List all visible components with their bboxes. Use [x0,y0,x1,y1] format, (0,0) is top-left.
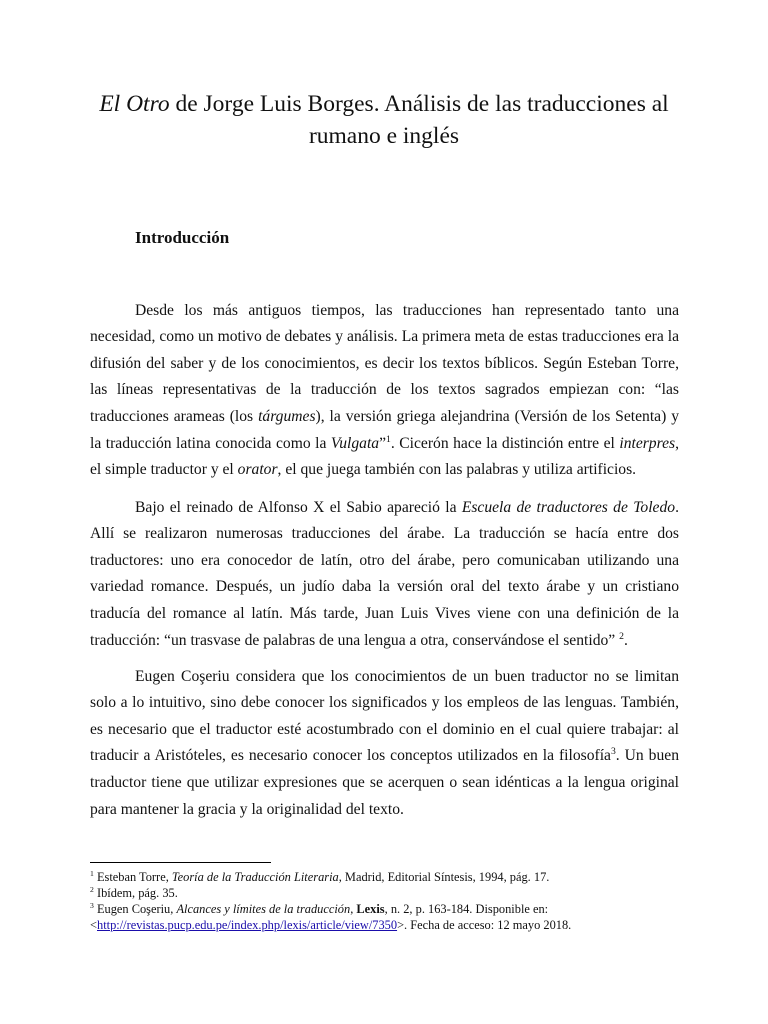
footnote-number: 1 [90,868,94,878]
italic-run: Escuela de traductores de Toledo [461,498,676,516]
italic-run: Alcances y límites de la traducción [176,902,351,916]
footnote-3 [90,901,679,933]
footnote-number: 3 [90,900,94,910]
text-run: Bajo el reinado de Alfonso X el Sabio apareció la [135,498,462,516]
text-run: ), la versión griega alejandrina (Versión de los Setenta) y la traducción latina conocida como la [90,407,680,452]
paragraph-1 [90,298,679,484]
text-run: . Cicerón hace la distinción entre el [390,434,620,452]
source-link[interactable]: http://revistas.pucp.edu.pe/index.php/lexis/article/view/7350 [97,918,398,932]
footnote-number: 2 [90,884,94,894]
italic-run: Teoría de la Traducción Literaria [171,870,339,884]
footnote-ref-3[interactable]: 3 [610,746,616,758]
italic-run: tárgumes [258,407,316,425]
text-run: , el que juega también con las palabras y utiliza artificios. [277,461,637,479]
text-run: ” [379,434,387,452]
text-run: >. Fecha de acceso: 12 mayo 2018. [397,918,572,932]
footnote-ref-1[interactable]: 1 [386,433,391,445]
text-run: Ibídem, pág. 35. [93,886,178,900]
paragraph-3 [90,664,679,824]
text-run: Desde los más antiguos tiempos, las traducciones han representado tanto una necesidad, como un motivo de debates y análisis. La primera meta de estas traducciones era la difusión del saber y de los conocimientos, es decir los textos bíblicos. Según Esteban Torre, las líneas representativas de la traducción de los textos sagrados empiezan con: “las traducciones arameas (los [90,301,679,425]
footnotes [90,869,679,933]
text-run: Esteban Torre, [93,870,172,884]
section-heading: Introducción [135,228,230,247]
bold-run: Lexis [356,902,385,916]
title-text: de Jorge Luis Borges. Análisis de las traducciones al rumano e inglés [169,91,669,149]
footnote-ref-2[interactable]: 2 [619,630,624,642]
footnote-2 [90,885,679,901]
footnote-separator [90,862,271,863]
paragraph-2 [90,495,679,655]
footnote-1 [90,869,679,885]
text-run: . [623,631,628,649]
text-run: , n. 2, p. 163-184. Disponible en: < [90,902,549,932]
document-title [80,88,688,152]
italic-run: interpres [619,434,676,452]
italic-run: orator [237,461,278,479]
text-run: Eugen Coşeriu considera que los conocimientos de un buen traductor no se limitan solo a lo intuitivo, sino debe conocer los significados y los empleos de las lenguas. También, es necesario que el traductor esté acostumbrado con el dominio en el cual quiere trabajar: al traducir a Aristóteles, es necesario conocer los conceptos utilizados en la filosofía [90,667,679,765]
text-run: . Allí se realizaron numerosas traducciones del árabe. La traducción se hacía entre dos traductores: uno era conocedor de latín, otro del árabe, pero comunicaban utilizando una variedad romance. Después, un judío daba la versión oral del texto árabe y un cristiano traducía del romance al latín. Más tarde, Juan Luis Vives viene con una definición de la traducción: “un trasvase de palabras de una lengua a otra, conservándose el sentido” [90,498,679,649]
text-run: , el simple traductor y el [90,434,679,479]
text-run: . Un buen traductor tiene que utilizar expresiones que se acerquen o sean idénticas a la lengua original para mantener la gracia y la originalidad del texto. [90,747,679,818]
italic-run: Vulgata [330,434,380,452]
text-run: , Madrid, Editorial Síntesis, 1994, pág. 17. [338,870,550,884]
title-italic: El Otro [99,91,170,117]
text-run: Eugen Coşeriu, [93,902,177,916]
text-run: , [350,902,357,916]
